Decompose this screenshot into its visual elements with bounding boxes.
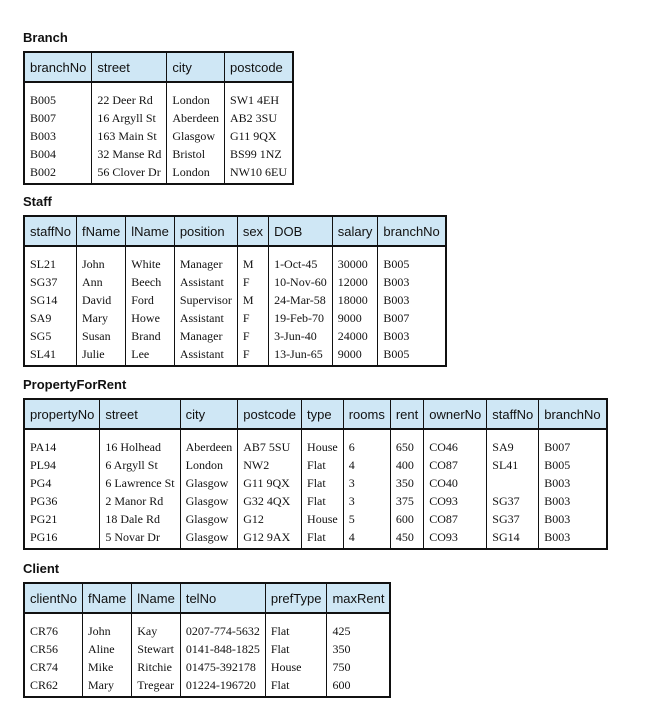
table-cell: Ritchie bbox=[132, 658, 181, 676]
table-row bbox=[24, 246, 446, 273]
property-for-rent-title: PropertyForRent bbox=[23, 377, 127, 392]
table-cell: Supervisor bbox=[174, 291, 237, 309]
table-cell: Assistant bbox=[174, 345, 237, 366]
table-cell: Susan bbox=[76, 327, 125, 345]
table-cell: 425 bbox=[327, 613, 391, 640]
table-cell: 30000 bbox=[332, 246, 378, 273]
table-cell: Brand bbox=[126, 327, 175, 345]
table-cell: 4 bbox=[343, 456, 390, 474]
table-cell: CR62 bbox=[30, 678, 59, 692]
table-cell: B007 bbox=[30, 111, 57, 125]
table-cell: 16 Argyll St bbox=[92, 109, 167, 127]
table-cell: 600 bbox=[390, 510, 423, 528]
table-cell: B003 bbox=[539, 492, 607, 510]
staff-title: Staff bbox=[23, 194, 52, 209]
table-cell: Glasgow bbox=[180, 528, 238, 549]
table-row bbox=[24, 309, 446, 327]
table-cell: G11 9QX bbox=[238, 474, 302, 492]
column-header: fName bbox=[82, 583, 131, 613]
table-cell: 13-Jun-65 bbox=[269, 345, 333, 366]
table-cell: CO87 bbox=[424, 456, 487, 474]
column-header: street bbox=[92, 52, 167, 82]
table-cell: F bbox=[237, 309, 268, 327]
table-cell: White bbox=[126, 246, 175, 273]
table-cell: PG36 bbox=[30, 494, 58, 508]
table-row bbox=[24, 658, 390, 676]
table-cell: Flat bbox=[302, 474, 344, 492]
table-cell: SG37 bbox=[487, 510, 539, 528]
table-cell: 01224-196720 bbox=[180, 676, 265, 697]
table-cell: B003 bbox=[378, 291, 446, 309]
table-cell: G11 9QX bbox=[225, 127, 294, 145]
column-header: salary bbox=[332, 216, 378, 246]
table-cell: SL41 bbox=[30, 347, 57, 361]
header-row bbox=[24, 216, 446, 246]
table-cell: Mary bbox=[76, 309, 125, 327]
table-cell: NW10 6EU bbox=[225, 163, 294, 184]
column-header: rooms bbox=[343, 399, 390, 429]
table-cell: SG5 bbox=[30, 329, 52, 343]
table-cell: CO93 bbox=[424, 492, 487, 510]
table-cell: 1-Oct-45 bbox=[269, 246, 333, 273]
table-cell: B005 bbox=[378, 246, 446, 273]
table-cell: House bbox=[302, 429, 344, 456]
table-cell: SG14 bbox=[487, 528, 539, 549]
table-row bbox=[24, 613, 390, 640]
table-cell: 375 bbox=[390, 492, 423, 510]
table-cell: 24000 bbox=[332, 327, 378, 345]
table-cell: G12 9AX bbox=[238, 528, 302, 549]
table-cell: PL94 bbox=[30, 458, 57, 472]
table-cell: B003 bbox=[378, 327, 446, 345]
table-cell: B005 bbox=[539, 456, 607, 474]
table-row bbox=[24, 528, 607, 549]
table-cell: David bbox=[76, 291, 125, 309]
column-header: lName bbox=[126, 216, 175, 246]
table-row bbox=[24, 82, 293, 109]
table-cell: Aberdeen bbox=[180, 429, 238, 456]
column-header: rent bbox=[390, 399, 423, 429]
column-header: branchNo bbox=[24, 52, 92, 82]
table-cell: B004 bbox=[30, 147, 57, 161]
client-title: Client bbox=[23, 561, 60, 576]
table-cell: 2 Manor Rd bbox=[100, 492, 180, 510]
table-cell: Flat bbox=[302, 492, 344, 510]
table-cell: Flat bbox=[265, 613, 327, 640]
table-row bbox=[24, 456, 607, 474]
column-header: clientNo bbox=[24, 583, 82, 613]
table-cell: 01475-392178 bbox=[180, 658, 265, 676]
table-cell: F bbox=[237, 327, 268, 345]
table-cell: PG21 bbox=[30, 512, 58, 526]
column-header: sex bbox=[237, 216, 268, 246]
table-cell: 9000 bbox=[332, 309, 378, 327]
table-cell: PA14 bbox=[30, 440, 57, 454]
table-cell: Ann bbox=[76, 273, 125, 291]
table-cell: M bbox=[237, 291, 268, 309]
table-cell: 0207-774-5632 bbox=[180, 613, 265, 640]
column-header: branchNo bbox=[378, 216, 446, 246]
column-header: prefType bbox=[265, 583, 327, 613]
table-cell: B003 bbox=[539, 528, 607, 549]
table-cell: 3 bbox=[343, 474, 390, 492]
table-row bbox=[24, 492, 607, 510]
column-header: city bbox=[180, 399, 238, 429]
table-cell: 4 bbox=[343, 528, 390, 549]
table-cell: Mary bbox=[82, 676, 131, 697]
table-cell: B003 bbox=[539, 474, 607, 492]
column-header: telNo bbox=[180, 583, 265, 613]
table-cell: House bbox=[265, 658, 327, 676]
table-cell: 6 bbox=[343, 429, 390, 456]
table-cell: G32 4QX bbox=[238, 492, 302, 510]
table-cell: Beech bbox=[126, 273, 175, 291]
table-cell: 650 bbox=[390, 429, 423, 456]
table-cell: 6 Lawrence St bbox=[100, 474, 180, 492]
table-cell: Glasgow bbox=[180, 510, 238, 528]
table-cell: SG37 bbox=[487, 492, 539, 510]
table-cell: Glasgow bbox=[180, 492, 238, 510]
table-row bbox=[24, 345, 446, 366]
column-header: type bbox=[302, 399, 344, 429]
table-cell: 22 Deer Rd bbox=[92, 82, 167, 109]
table-cell: CR56 bbox=[30, 642, 59, 656]
table-cell: Julie bbox=[76, 345, 125, 366]
header-row bbox=[24, 583, 390, 613]
column-header: street bbox=[100, 399, 180, 429]
table-cell: 350 bbox=[327, 640, 391, 658]
table-cell: 56 Clover Dr bbox=[92, 163, 167, 184]
table-cell: 9000 bbox=[332, 345, 378, 366]
table-cell: PG16 bbox=[30, 530, 58, 544]
column-header: branchNo bbox=[539, 399, 607, 429]
table-cell: CO87 bbox=[424, 510, 487, 528]
table-cell: 32 Manse Rd bbox=[92, 145, 167, 163]
table-cell: Stewart bbox=[132, 640, 181, 658]
column-header: staffNo bbox=[24, 216, 76, 246]
table-cell: SG37 bbox=[30, 275, 58, 289]
table-cell: Tregear bbox=[132, 676, 181, 697]
branch-table bbox=[23, 51, 294, 185]
branch-title: Branch bbox=[23, 30, 68, 45]
table-row bbox=[24, 676, 390, 697]
table-cell: SW1 4EH bbox=[225, 82, 294, 109]
table-cell: 16 Holhead bbox=[100, 429, 180, 456]
table-cell: CR76 bbox=[30, 624, 59, 638]
column-header: ownerNo bbox=[424, 399, 487, 429]
staff-table bbox=[23, 215, 447, 367]
table-cell: B002 bbox=[30, 165, 57, 179]
table-cell: B003 bbox=[30, 129, 57, 143]
table-cell: 3 bbox=[343, 492, 390, 510]
column-header: maxRent bbox=[327, 583, 391, 613]
column-header: position bbox=[174, 216, 237, 246]
table-cell: B007 bbox=[378, 309, 446, 327]
table-cell: PG4 bbox=[30, 476, 52, 490]
table-cell: London bbox=[167, 163, 225, 184]
table-cell: 12000 bbox=[332, 273, 378, 291]
table-cell: Glasgow bbox=[180, 474, 238, 492]
table-cell: Glasgow bbox=[167, 127, 225, 145]
table-cell: Mike bbox=[82, 658, 131, 676]
table-cell: London bbox=[180, 456, 238, 474]
table-cell: B003 bbox=[378, 273, 446, 291]
table-row bbox=[24, 640, 390, 658]
table-cell: G12 bbox=[238, 510, 302, 528]
table-cell: SA9 bbox=[487, 429, 539, 456]
table-cell: Manager bbox=[174, 246, 237, 273]
table-cell: 163 Main St bbox=[92, 127, 167, 145]
table-cell: F bbox=[237, 345, 268, 366]
table-cell: Kay bbox=[132, 613, 181, 640]
table-cell: Bristol bbox=[167, 145, 225, 163]
table-row bbox=[24, 429, 607, 456]
table-cell: 18 Dale Rd bbox=[100, 510, 180, 528]
table-row bbox=[24, 273, 446, 291]
table-cell: Lee bbox=[126, 345, 175, 366]
table-cell: CO46 bbox=[424, 429, 487, 456]
table-cell: NW2 bbox=[238, 456, 302, 474]
table-cell: Aline bbox=[82, 640, 131, 658]
table-cell: CR74 bbox=[30, 660, 59, 674]
table-cell: 10-Nov-60 bbox=[269, 273, 333, 291]
table-cell: 6 Argyll St bbox=[100, 456, 180, 474]
column-header: propertyNo bbox=[24, 399, 100, 429]
table-cell: 18000 bbox=[332, 291, 378, 309]
table-cell: Assistant bbox=[174, 273, 237, 291]
table-cell: B003 bbox=[539, 510, 607, 528]
table-cell: Flat bbox=[265, 676, 327, 697]
table-cell: B007 bbox=[539, 429, 607, 456]
table-cell: Ford bbox=[126, 291, 175, 309]
table-cell: London bbox=[167, 82, 225, 109]
table-cell: Howe bbox=[126, 309, 175, 327]
table-cell: 350 bbox=[390, 474, 423, 492]
table-row bbox=[24, 474, 607, 492]
column-header: fName bbox=[76, 216, 125, 246]
column-header: postcode bbox=[225, 52, 294, 82]
property-for-rent-table bbox=[23, 398, 608, 550]
client-table bbox=[23, 582, 391, 698]
table-cell: Flat bbox=[302, 456, 344, 474]
table-cell: AB2 3SU bbox=[225, 109, 294, 127]
table-row bbox=[24, 127, 293, 145]
table-cell: House bbox=[302, 510, 344, 528]
table-cell: AB7 5SU bbox=[238, 429, 302, 456]
table-cell: 750 bbox=[327, 658, 391, 676]
table-cell: John bbox=[76, 246, 125, 273]
table-cell: 450 bbox=[390, 528, 423, 549]
table-cell: John bbox=[82, 613, 131, 640]
table-row bbox=[24, 291, 446, 309]
table-row bbox=[24, 109, 293, 127]
table-cell: Flat bbox=[265, 640, 327, 658]
column-header: postcode bbox=[238, 399, 302, 429]
table-cell: SL41 bbox=[487, 456, 539, 474]
header-row bbox=[24, 52, 293, 82]
table-cell: SA9 bbox=[30, 311, 52, 325]
table-cell: Aberdeen bbox=[167, 109, 225, 127]
header-row bbox=[24, 399, 607, 429]
table-cell: SG14 bbox=[30, 293, 58, 307]
table-cell: 19-Feb-70 bbox=[269, 309, 333, 327]
table-row bbox=[24, 327, 446, 345]
column-header: staffNo bbox=[487, 399, 539, 429]
table-cell: 5 bbox=[343, 510, 390, 528]
table-cell: B005 bbox=[378, 345, 446, 366]
column-header: DOB bbox=[269, 216, 333, 246]
table-cell: 24-Mar-58 bbox=[269, 291, 333, 309]
table-cell: 5 Novar Dr bbox=[100, 528, 180, 549]
table-cell: F bbox=[237, 273, 268, 291]
table-row bbox=[24, 163, 293, 184]
table-cell: Assistant bbox=[174, 309, 237, 327]
table-cell bbox=[487, 474, 539, 492]
table-cell: 0141-848-1825 bbox=[180, 640, 265, 658]
column-header: lName bbox=[132, 583, 181, 613]
table-cell: Manager bbox=[174, 327, 237, 345]
table-cell: SL21 bbox=[30, 257, 57, 271]
table-cell: B005 bbox=[30, 93, 57, 107]
table-row bbox=[24, 145, 293, 163]
table-cell: Flat bbox=[302, 528, 344, 549]
table-cell: BS99 1NZ bbox=[225, 145, 294, 163]
table-cell: CO40 bbox=[424, 474, 487, 492]
table-cell: M bbox=[237, 246, 268, 273]
table-cell: CO93 bbox=[424, 528, 487, 549]
table-row bbox=[24, 510, 607, 528]
table-cell: 600 bbox=[327, 676, 391, 697]
table-cell: 3-Jun-40 bbox=[269, 327, 333, 345]
table-cell: 400 bbox=[390, 456, 423, 474]
column-header: city bbox=[167, 52, 225, 82]
